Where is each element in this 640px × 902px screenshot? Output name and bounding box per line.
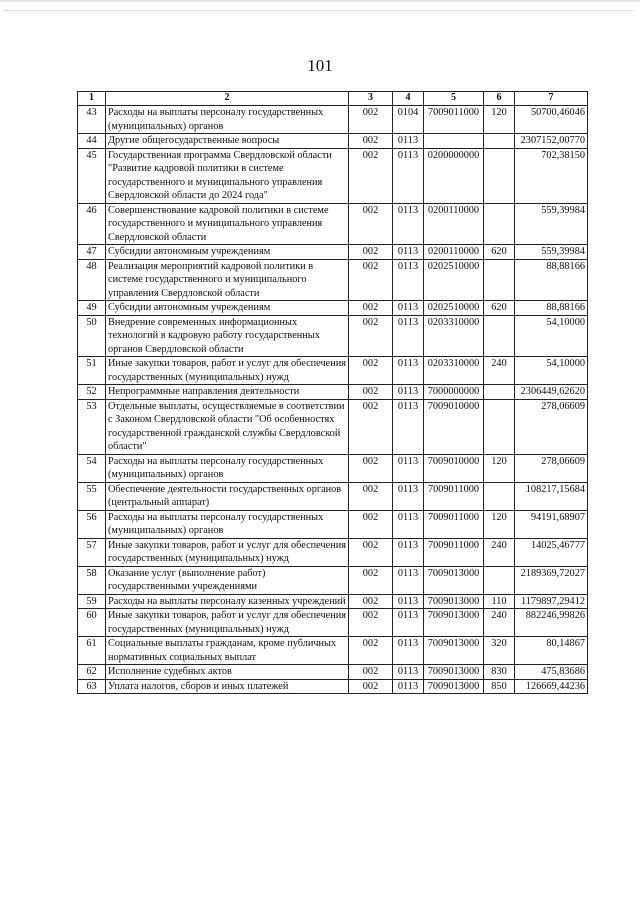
- row-code-6: 120: [484, 106, 515, 134]
- row-code-3: 002: [349, 148, 393, 203]
- row-amount: 278,06609: [515, 399, 588, 454]
- row-code-5: 7009011000: [424, 510, 484, 538]
- row-code-6: [484, 566, 515, 594]
- table-row: [78, 399, 588, 454]
- row-code-5: 0200000000: [424, 148, 484, 203]
- row-amount: 54,10000: [515, 315, 588, 357]
- row-code-4: 0113: [393, 594, 424, 609]
- row-code-5: 7000000000: [424, 385, 484, 400]
- row-code-6: 620: [484, 245, 515, 260]
- row-code-6: 120: [484, 510, 515, 538]
- table-row: [78, 301, 588, 316]
- table-header-row: [78, 92, 588, 106]
- row-number: 52: [78, 385, 106, 400]
- row-amount: 54,10000: [515, 357, 588, 385]
- page-number: 101: [307, 56, 333, 75]
- row-number: 61: [78, 637, 106, 665]
- row-code-6: 830: [484, 665, 515, 680]
- table-row: [78, 665, 588, 680]
- table-row: [78, 594, 588, 609]
- row-code-4: 0113: [393, 609, 424, 637]
- table-row: [78, 357, 588, 385]
- table-row: [78, 482, 588, 510]
- row-code-5: 0200110000: [424, 203, 484, 245]
- row-code-4: 0113: [393, 259, 424, 301]
- row-code-3: 002: [349, 399, 393, 454]
- table-row: [78, 609, 588, 637]
- row-code-5: 7009011000: [424, 482, 484, 510]
- row-code-6: 620: [484, 301, 515, 316]
- row-name: Отдельные выплаты, осуществляемые в соответствии с Законом Свердловской области "Об особенностях государственной гражданской службы Свердловской области": [106, 399, 349, 454]
- row-code-4: 0113: [393, 134, 424, 149]
- row-code-6: [484, 148, 515, 203]
- row-amount: 126669,44236: [515, 679, 588, 694]
- row-code-5: 7009013000: [424, 665, 484, 680]
- row-code-5: 0203310000: [424, 315, 484, 357]
- row-code-3: 002: [349, 482, 393, 510]
- row-code-6: 850: [484, 679, 515, 694]
- row-code-4: 0113: [393, 566, 424, 594]
- table-row: [78, 245, 588, 260]
- row-code-5: 7009011000: [424, 106, 484, 134]
- table-row: [78, 538, 588, 566]
- row-amount: 50700,46046: [515, 106, 588, 134]
- row-number: 55: [78, 482, 106, 510]
- row-name: Субсидии автономным учреждениям: [106, 245, 349, 260]
- row-number: 53: [78, 399, 106, 454]
- row-number: 58: [78, 566, 106, 594]
- row-name: Оказание услуг (выполнение работ) государственными учреждениями: [106, 566, 349, 594]
- row-code-3: 002: [349, 538, 393, 566]
- row-code-4: 0113: [393, 399, 424, 454]
- row-code-4: 0113: [393, 385, 424, 400]
- row-amount: 94191,68907: [515, 510, 588, 538]
- row-number: 56: [78, 510, 106, 538]
- header-col-7: 7: [515, 92, 588, 106]
- row-code-3: 002: [349, 609, 393, 637]
- row-name: Расходы на выплаты персоналу казенных учреждений: [106, 594, 349, 609]
- row-amount: 278,06609: [515, 454, 588, 482]
- row-name: Внедрение современных информационных технологий в кадровую работу государственных органов Свердловской области: [106, 315, 349, 357]
- row-name: Совершенствование кадровой политики в системе государственного и муниципального управления Свердловской области: [106, 203, 349, 245]
- row-name: Уплата налогов, сборов и иных платежей: [106, 679, 349, 694]
- row-code-3: 002: [349, 259, 393, 301]
- row-name: Другие общегосударственные вопросы: [106, 134, 349, 149]
- table-row: [78, 106, 588, 134]
- row-code-3: 002: [349, 301, 393, 316]
- row-name: Обеспечение деятельности государственных органов (центральный аппарат): [106, 482, 349, 510]
- row-code-3: 002: [349, 665, 393, 680]
- row-code-5: 7009013000: [424, 566, 484, 594]
- row-number: 57: [78, 538, 106, 566]
- row-amount: 475,83686: [515, 665, 588, 680]
- row-code-3: 002: [349, 637, 393, 665]
- row-code-6: [484, 203, 515, 245]
- table-row: [78, 637, 588, 665]
- row-number: 45: [78, 148, 106, 203]
- row-code-5: 7009013000: [424, 679, 484, 694]
- row-code-3: 002: [349, 245, 393, 260]
- row-code-3: 002: [349, 106, 393, 134]
- row-code-4: 0113: [393, 203, 424, 245]
- row-code-4: 0113: [393, 482, 424, 510]
- row-code-3: 002: [349, 357, 393, 385]
- row-code-5: 7009013000: [424, 637, 484, 665]
- row-code-5: 0202510000: [424, 259, 484, 301]
- header-col-4: 4: [393, 92, 424, 106]
- row-code-4: 0113: [393, 454, 424, 482]
- row-name: Иные закупки товаров, работ и услуг для обеспечения государственных (муниципальных) нужд: [106, 609, 349, 637]
- row-number: 48: [78, 259, 106, 301]
- row-number: 63: [78, 679, 106, 694]
- row-amount: 1179897,29412: [515, 594, 588, 609]
- table-body: [78, 106, 588, 694]
- row-code-4: 0113: [393, 637, 424, 665]
- row-code-5: [424, 134, 484, 149]
- table-row: [78, 679, 588, 694]
- row-number: 51: [78, 357, 106, 385]
- row-name: Государственная программа Свердловской области "Развитие кадровой политики в системе государственного и муниципального управления Свердловской области до 2024 года": [106, 148, 349, 203]
- row-name: Реализация мероприятий кадровой политики в системе государственного и муниципального управления Свердловской области: [106, 259, 349, 301]
- row-number: 46: [78, 203, 106, 245]
- row-number: 59: [78, 594, 106, 609]
- row-name: Иные закупки товаров, работ и услуг для обеспечения государственных (муниципальных) нужд: [106, 357, 349, 385]
- row-amount: 2306449,62620: [515, 385, 588, 400]
- row-code-6: 320: [484, 637, 515, 665]
- row-code-5: 7009010000: [424, 454, 484, 482]
- row-code-3: 002: [349, 454, 393, 482]
- row-code-5: 7009010000: [424, 399, 484, 454]
- row-code-6: 240: [484, 538, 515, 566]
- row-name: Иные закупки товаров, работ и услуг для обеспечения государственных (муниципальных) нужд: [106, 538, 349, 566]
- row-code-4: 0113: [393, 679, 424, 694]
- header-col-1: 1: [78, 92, 106, 106]
- row-name: Субсидии автономным учреждениям: [106, 301, 349, 316]
- row-code-4: 0104: [393, 106, 424, 134]
- row-amount: 882246,99826: [515, 609, 588, 637]
- row-code-4: 0113: [393, 148, 424, 203]
- row-code-4: 0113: [393, 315, 424, 357]
- table-row: [78, 315, 588, 357]
- row-number: 62: [78, 665, 106, 680]
- table-row: [78, 203, 588, 245]
- row-code-6: [484, 399, 515, 454]
- table-row: [78, 134, 588, 149]
- row-code-3: 002: [349, 203, 393, 245]
- row-amount: 88,88166: [515, 259, 588, 301]
- row-code-5: 0202510000: [424, 301, 484, 316]
- row-amount: 559,39984: [515, 245, 588, 260]
- row-code-5: 7009013000: [424, 609, 484, 637]
- row-name: Расходы на выплаты персоналу государственных (муниципальных) органов: [106, 510, 349, 538]
- row-code-4: 0113: [393, 538, 424, 566]
- table-row: [78, 566, 588, 594]
- header-col-6: 6: [484, 92, 515, 106]
- row-number: 49: [78, 301, 106, 316]
- row-name: Социальные выплаты гражданам, кроме публичных нормативных социальных выплат: [106, 637, 349, 665]
- row-number: 50: [78, 315, 106, 357]
- row-code-5: 7009011000: [424, 538, 484, 566]
- table-row: [78, 148, 588, 203]
- row-code-4: 0113: [393, 245, 424, 260]
- row-code-5: 0200110000: [424, 245, 484, 260]
- row-number: 43: [78, 106, 106, 134]
- row-code-4: 0113: [393, 301, 424, 316]
- row-code-3: 002: [349, 510, 393, 538]
- row-code-6: 240: [484, 609, 515, 637]
- row-number: 54: [78, 454, 106, 482]
- row-code-6: 240: [484, 357, 515, 385]
- row-amount: 559,39984: [515, 203, 588, 245]
- header-col-3: 3: [349, 92, 393, 106]
- row-amount: 14025,46777: [515, 538, 588, 566]
- row-code-3: 002: [349, 315, 393, 357]
- row-amount: 2307152,00770: [515, 134, 588, 149]
- row-name: Расходы на выплаты персоналу государственных (муниципальных) органов: [106, 454, 349, 482]
- row-amount: 88,88166: [515, 301, 588, 316]
- row-code-3: 002: [349, 385, 393, 400]
- row-code-4: 0113: [393, 665, 424, 680]
- row-code-5: 0203310000: [424, 357, 484, 385]
- table-row: [78, 385, 588, 400]
- row-name: Непрограммные направления деятельности: [106, 385, 349, 400]
- budget-table: [77, 91, 588, 694]
- row-amount: 108217,15684: [515, 482, 588, 510]
- row-name: Расходы на выплаты персоналу государственных (муниципальных) органов: [106, 106, 349, 134]
- row-code-3: 002: [349, 679, 393, 694]
- row-code-4: 0113: [393, 357, 424, 385]
- row-name: Исполнение судебных актов: [106, 665, 349, 680]
- row-number: 44: [78, 134, 106, 149]
- row-code-3: 002: [349, 134, 393, 149]
- row-code-6: [484, 482, 515, 510]
- row-amount: 702,38150: [515, 148, 588, 203]
- row-code-6: [484, 134, 515, 149]
- row-code-6: [484, 385, 515, 400]
- row-code-6: 120: [484, 454, 515, 482]
- row-amount: 80,14867: [515, 637, 588, 665]
- row-code-6: [484, 315, 515, 357]
- row-code-6: [484, 259, 515, 301]
- row-code-5: 7009013000: [424, 594, 484, 609]
- row-code-6: 110: [484, 594, 515, 609]
- row-code-4: 0113: [393, 510, 424, 538]
- table-row: [78, 259, 588, 301]
- header-col-5: 5: [424, 92, 484, 106]
- row-amount: 2189369,72027: [515, 566, 588, 594]
- top-rule: [4, 10, 634, 11]
- table-row: [78, 510, 588, 538]
- row-code-3: 002: [349, 594, 393, 609]
- table-row: [78, 454, 588, 482]
- row-code-3: 002: [349, 566, 393, 594]
- row-number: 60: [78, 609, 106, 637]
- row-number: 47: [78, 245, 106, 260]
- header-col-2: 2: [106, 92, 349, 106]
